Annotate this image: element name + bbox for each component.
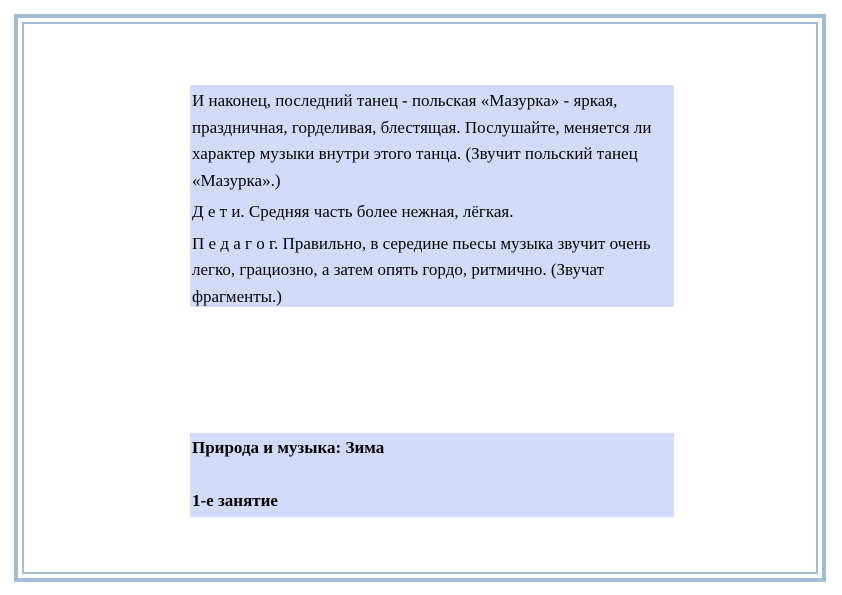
paragraph-mazurka-intro: И наконец, последний танец - польская «Мазурка» - яркая, праздничная, горделивая, блестящая. Послушайте, меняется ли характер музыки внутри этого танца. (Звучит польский танец «Мазурка».) [192,91,652,190]
paragraph-children-answer: Д е т и. Средняя часть более нежная, лёгкая. [192,202,514,221]
lesson-title-block [190,433,674,517]
dialogue-text-block [190,85,674,307]
paragraph-teacher-answer: П е д а г о г. Правильно, в середине пьесы музыка звучит очень легко, грациозно, а затем опять гордо, ритмично. (Звучат фрагменты.) [192,233,651,306]
lesson-title: Природа и музыка: Зима [192,438,385,457]
lesson-subtitle: 1-е занятие [192,490,278,510]
